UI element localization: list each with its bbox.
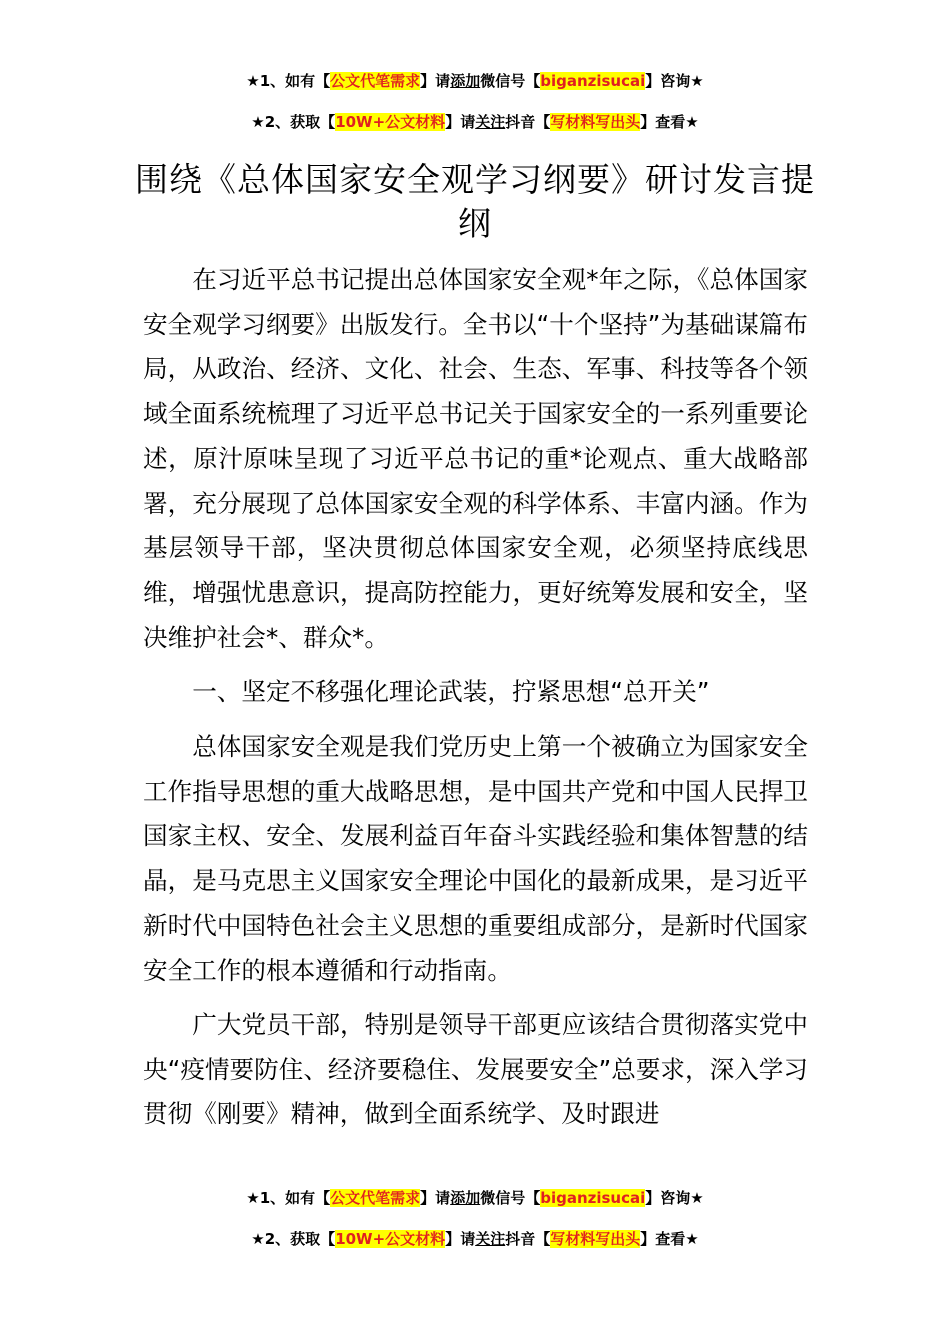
banner-highlight: biganzisucai [540, 72, 646, 90]
bottom-banner-line-1 [0, 1187, 950, 1209]
banner-highlight: 公文代笔需求 [330, 72, 421, 90]
paragraph-body: 总体国家安全观是我们党历史上第一个被确立为国家安全工作指导思想的重大战略思想，是中国共产党和中国人民捍卫国家主权、安全、发展利益百年奋斗实践经验和集体智慧的结晶，是马克思主义国家安全理论中国化的最新成果，是习近平新时代中国特色社会主义思想的重要组成部分，是新时代国家安全工作的根本遵循和行动指南。 [143, 732, 808, 985]
banner-underline: 关注 [475, 1230, 506, 1248]
banner-text: 】查看★ [640, 113, 699, 131]
document-title: 围绕《总体国家安全观学习纲要》研讨发言提纲 [135, 160, 815, 243]
banner-underline: 关注 [475, 113, 506, 131]
banner-text: 】查看★ [640, 1230, 699, 1248]
banner-text: 抖音【 [505, 1230, 551, 1248]
banner-text: 微信号【 [480, 72, 541, 90]
banner-highlight: 10W+公文材料 [335, 113, 446, 131]
banner-text: 】请 [445, 113, 476, 131]
banner-highlight: 写材料写出头 [550, 1230, 641, 1248]
section-heading: 一、坚定不移强化理论武装，拧紧思想“总开关” [192, 677, 710, 706]
banner-text: ★2、获取【 [251, 1230, 336, 1248]
banner-text: ★1、如有【 [246, 1189, 331, 1207]
banner-text: 】请 [420, 1189, 451, 1207]
banner-highlight: 公文代笔需求 [330, 1189, 421, 1207]
banner-underline: 添加 [450, 72, 481, 90]
banner-text: ★2、获取【 [251, 113, 336, 131]
banner-text: ★1、如有【 [246, 72, 331, 90]
banner-highlight: 写材料写出头 [550, 113, 641, 131]
paragraph-body: 广大党员干部，特别是领导干部更应该结合贯彻落实党中央“疫情要防住、经济要稳住、发展要安全”总要求，深入学习贯彻《刚要》精神，做到全面系统学、及时跟进 [143, 1010, 808, 1129]
top-banner-line-2 [0, 111, 950, 133]
banner-highlight: 10W+公文材料 [335, 1230, 446, 1248]
paragraph-intro: 在习近平总书记提出总体国家安全观*年之际，《总体国家安全观学习纲要》出版发行。全书以“十个坚持”为基础谋篇布局，从政治、经济、文化、社会、生态、军事、科技等各个领域全面系统梳理了习近平总书记关于国家安全的一系列重要论述，原汁原味呈现了习近平总书记的重*论观点、重大战略部署，充分展现了总体国家安全观的科学体系、丰富内涵。作为基层领导干部，坚决贯彻总体国家安全观，必须坚持底线思维，增强忧患意识，提高防控能力，更好统筹发展和安全，坚决维护社会*、群众*。 [143, 265, 808, 652]
bottom-banner-line-2 [0, 1228, 950, 1250]
banner-text: 】请 [420, 72, 451, 90]
banner-highlight: biganzisucai [540, 1189, 646, 1207]
banner-text: 】咨询★ [645, 1189, 704, 1207]
banner-text: 微信号【 [480, 1189, 541, 1207]
top-banner-line-1 [0, 70, 950, 92]
banner-text: 】请 [445, 1230, 476, 1248]
banner-text: 抖音【 [505, 113, 551, 131]
banner-text: 】咨询★ [645, 72, 704, 90]
banner-underline: 添加 [450, 1189, 481, 1207]
